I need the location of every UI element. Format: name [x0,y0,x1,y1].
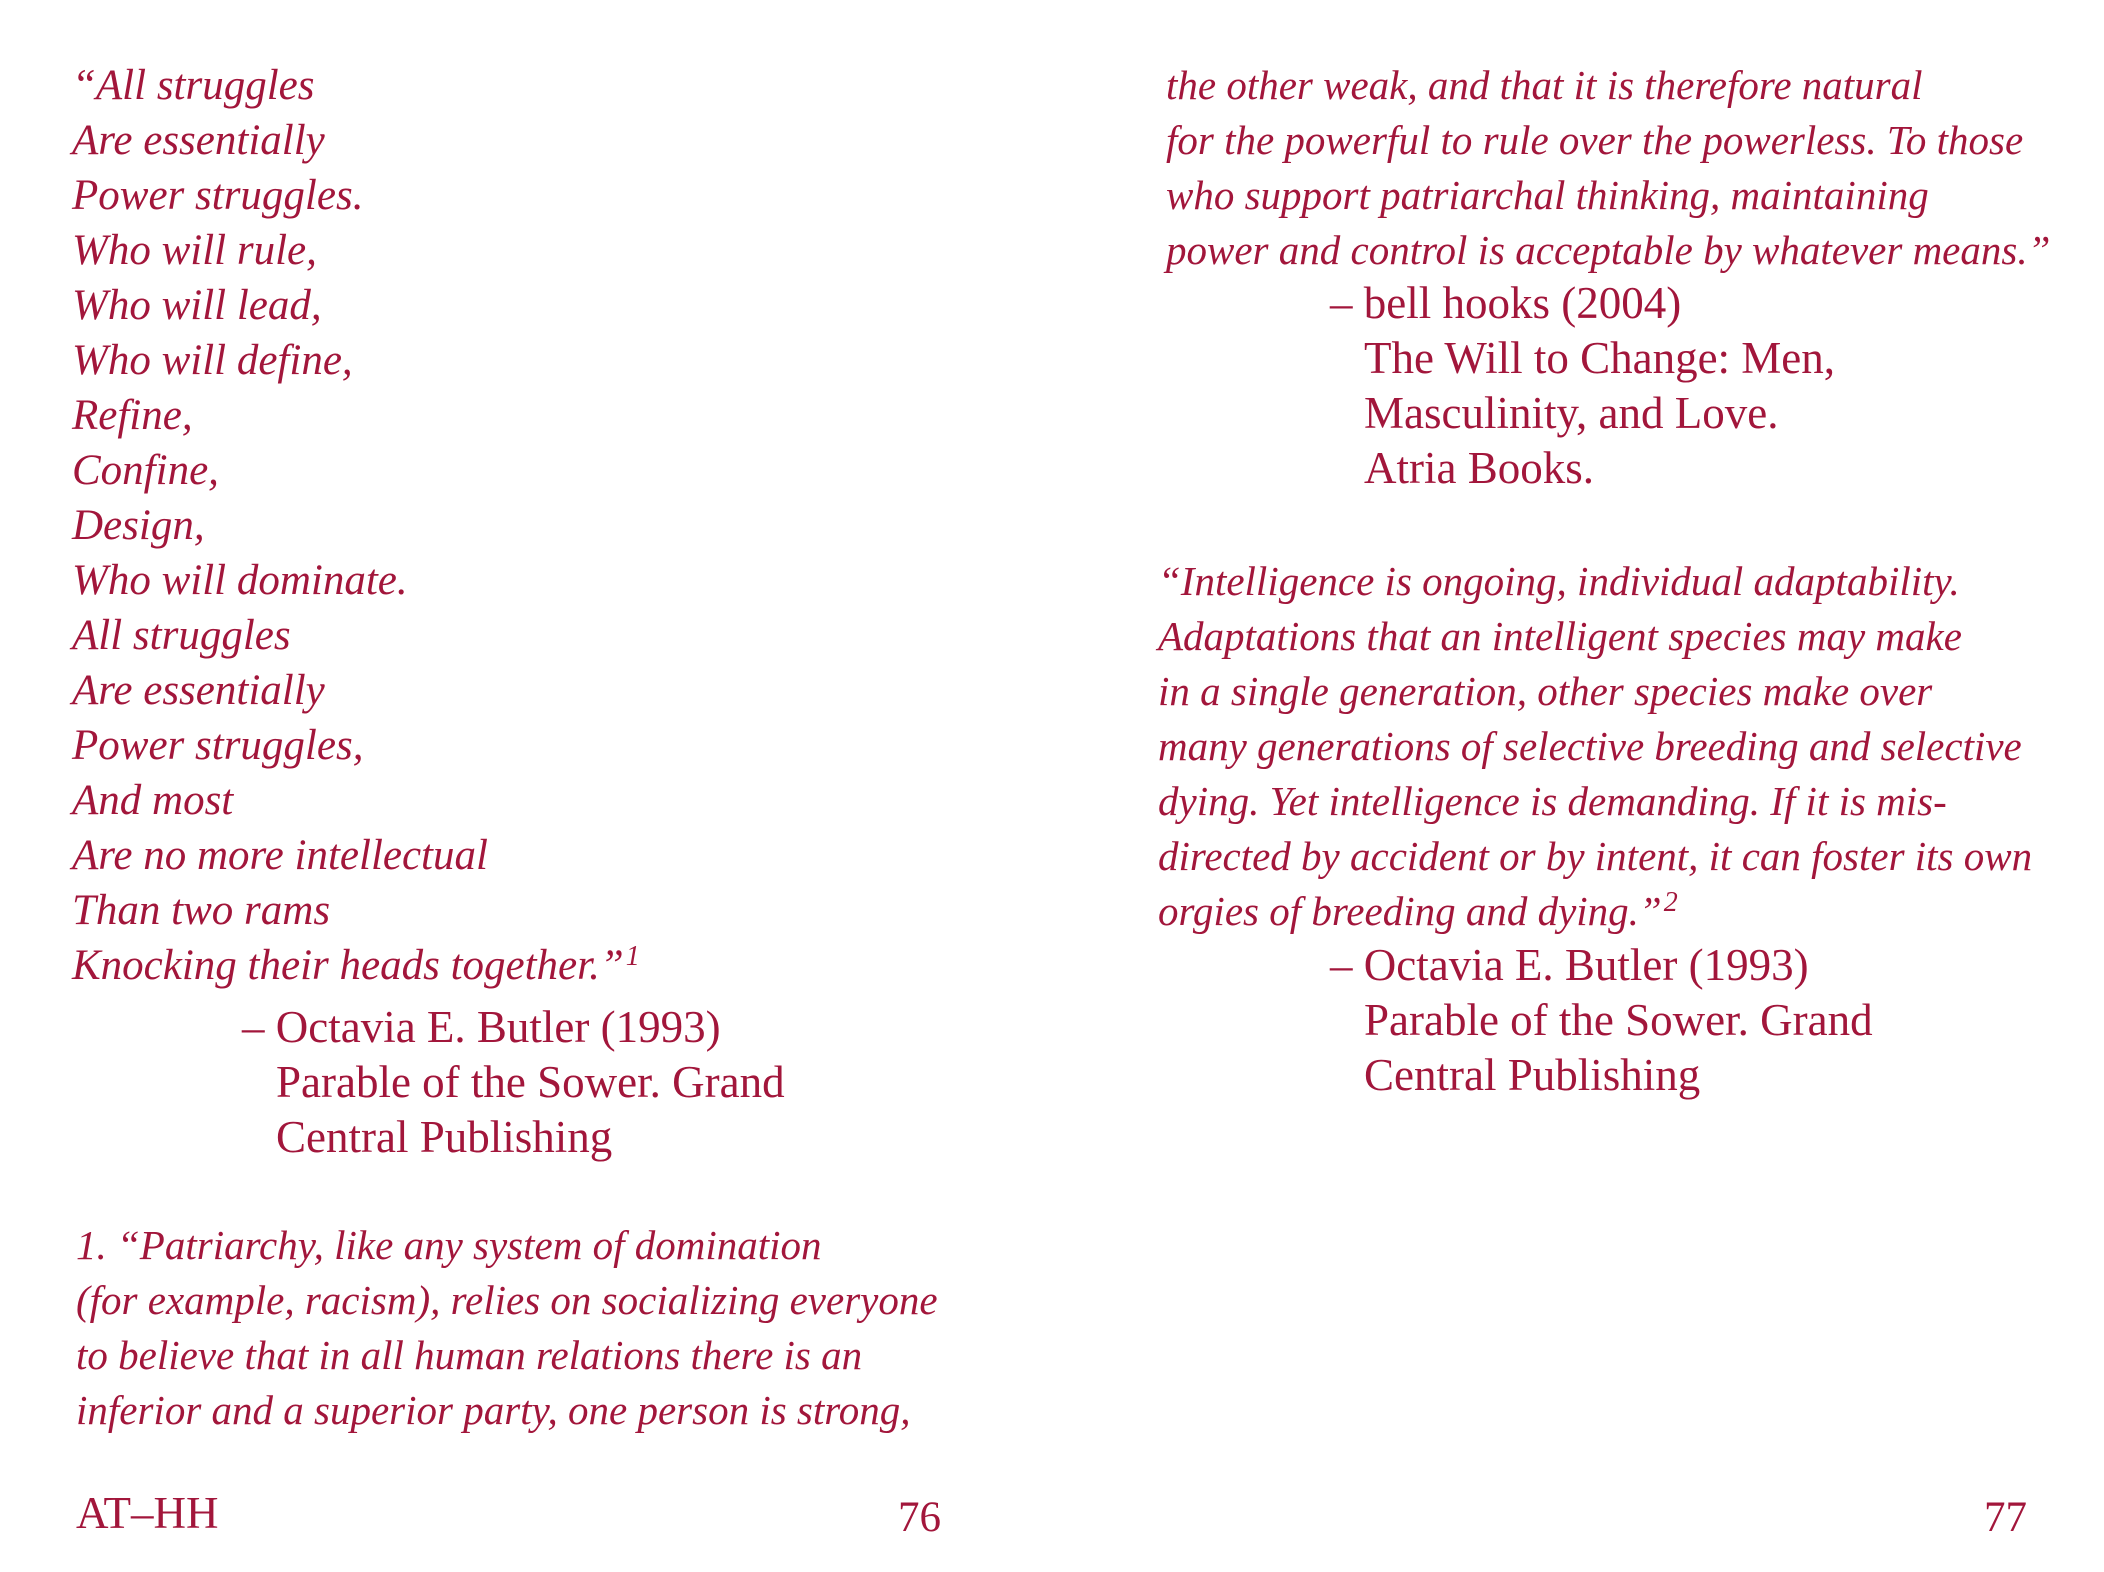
attribution-author: – Octavia E. Butler (1993) [242,1002,721,1052]
footnote-line: (for example, racism), relies on socializing everyone [76,1277,938,1323]
footnote-marker[interactable]: 2 [1663,887,1678,918]
verse-line: Design, [72,502,205,549]
running-footer: AT–HH [76,1488,219,1538]
verse-line-last [72,938,640,993]
footnote-continuation [1166,58,2050,278]
right-page [1052,0,2104,1572]
attribution-source: Masculinity, and Love. [1364,388,1779,438]
quote-line: “Intelligence is ongoing, individual adaptability. [1158,558,1960,604]
attribution-source: Central Publishing [1364,1050,1701,1100]
quote-line: many generations of selective breeding and selective [1158,723,2022,769]
verse-line: “All struggles [72,62,315,109]
verse-line: All struggles [72,612,291,659]
attribution-source: The Will to Change: Men, [1364,333,1836,383]
butler-attribution [1330,938,1873,1103]
quote-line: directed by accident or by intent, it can foster its own [1158,833,2033,879]
verse-line-text: Knocking their heads together.” [72,942,624,989]
verse-line: Than two rams [72,887,331,934]
page-number: 76 [898,1494,941,1541]
hooks-attribution [1330,276,1835,496]
continuation-line: who support patriarchal thinking, maintaining [1166,172,1929,218]
quote-line-text: orgies of breeding and dying.” [1158,888,1662,934]
verse-line: Are essentially [72,117,325,164]
continuation-line: power and control is acceptable by whatever means.” [1166,227,2051,273]
verse-line: Who will define, [72,337,353,384]
verse-line: Are no more intellectual [72,832,488,879]
footnote-marker[interactable]: 1 [625,941,640,972]
quote-line: dying. Yet intelligence is demanding. If it is mis- [1158,778,1947,824]
footnote-line: 1. “Patriarchy, like any system of domination [76,1222,822,1268]
verse-line: Who will dominate. [72,557,408,604]
attribution-source: Parable of the Sower. Grand [1364,995,1873,1045]
footnote-line: inferior and a superior party, one person is strong, [76,1387,911,1433]
attribution-source: Parable of the Sower. Grand [276,1057,785,1107]
continuation-line: the other weak, and that it is therefore natural [1166,62,1923,108]
verse-line: Power struggles. [72,172,364,219]
attribution-author: – Octavia E. Butler (1993) [1330,940,1809,990]
verse-line: Refine, [72,392,193,439]
verse-line: And most [72,777,234,824]
verse-line: Are essentially [72,667,325,714]
quote-line: Adaptations that an intelligent species may make [1158,613,1962,659]
verse-attribution [242,1000,785,1165]
verse-line: Confine, [72,447,219,494]
page-number: 77 [1984,1494,2027,1541]
intelligence-quote [1158,554,2032,939]
attribution-source: Central Publishing [276,1112,613,1162]
butler-verse [72,58,640,993]
quote-line-last [1158,884,2032,939]
footnote-line: to believe that in all human relations there is an [76,1332,863,1378]
continuation-line: for the powerful to rule over the powerless. To those [1166,117,2024,163]
verse-line: Power struggles, [72,722,364,769]
quote-line: in a single generation, other species make over [1158,668,1933,714]
attribution-author: – bell hooks (2004) [1330,278,1682,328]
verse-line: Who will lead, [72,282,322,329]
footnote-1 [76,1218,938,1438]
verse-line: Who will rule, [72,227,317,274]
attribution-source: Atria Books. [1364,443,1594,493]
